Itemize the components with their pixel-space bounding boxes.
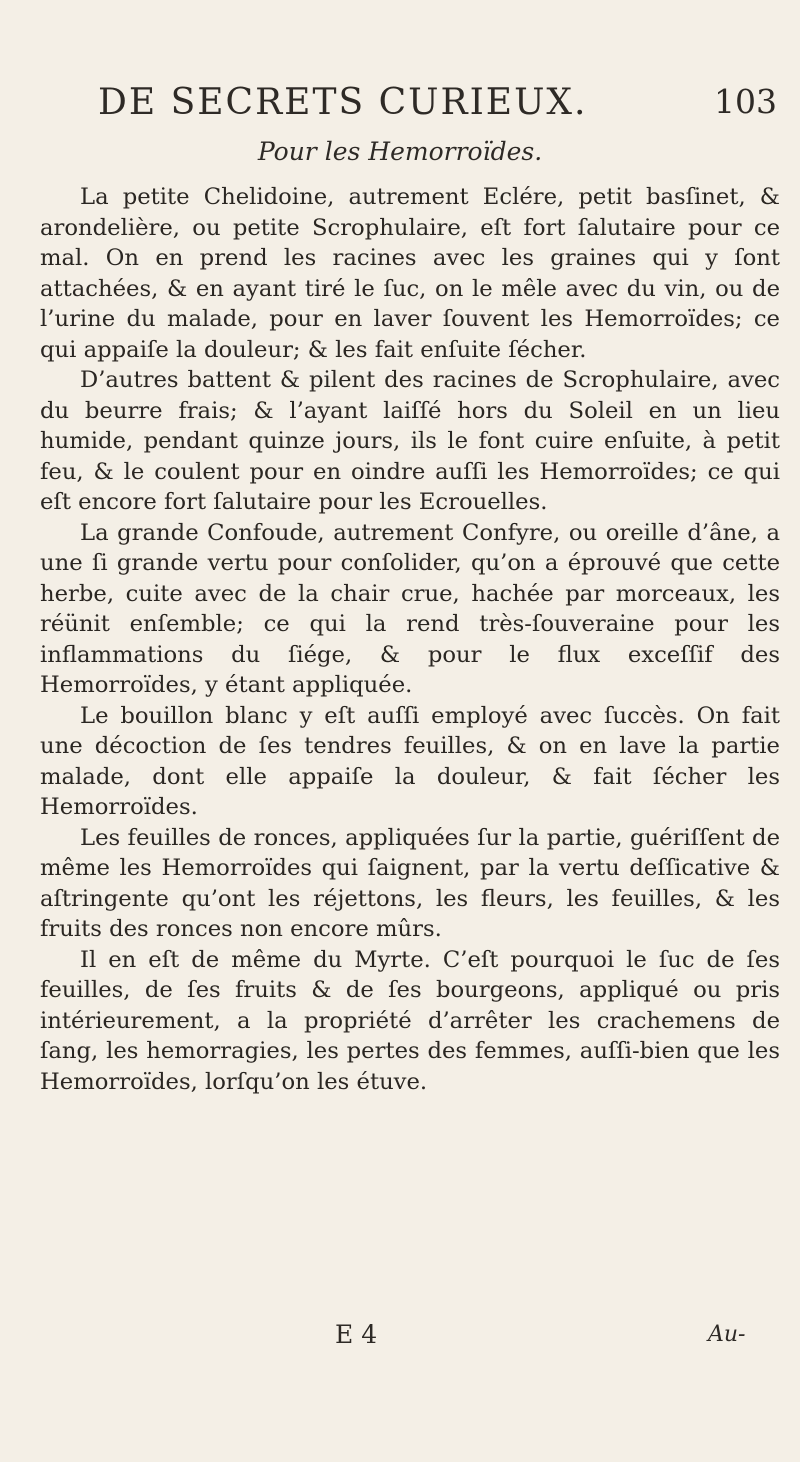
body-text [40,182,780,1097]
signature-mark: E 4 [335,1320,378,1349]
running-head: DE SECRETS CURIEUX. [98,82,588,123]
paragraph: La petite Chelidoine, autrement Eclére, petit basſinet, & arondelière, ou petite Scrophulaire, eſt fort ſalutaire pour ce mal. On en prend les racines avec les graines qui y ſont attachées, & en ayant tiré le ſuc, on le mêle avec du vin, ou de l’urine du malade, pour en laver ſouvent les Hemorroïdes; ce qui appaiſe la douleur; & les fait enſuite ſécher. [40,184,780,363]
paragraph: Le bouillon blanc y eſt auſſi employé avec ſuccès. On fait une décoction de ſes tendres feuilles, & on en lave la partie malade, dont elle appaiſe la douleur, & fait ſécher les Hemorroïdes. [40,702,780,820]
paragraph: Il en eſt de même du Myrte. C’eſt pourquoi le ſuc de ſes feuilles, de ſes fruits & de ſes bourgeons, appliqué ou pris intérieurement, a la propriété d’arrêter les crachemens de ſang, les hemorragies, les pertes des femmes, auſſi-bien que les Hemorroïdes, lorſqu’on les étuve. [40,946,780,1095]
page-header [0,82,800,132]
paragraph: La grande Confoude, autrement Confyre, ou oreille d’âne, a une ſi grande vertu pour conſolider, qu’on a éprouvé que cette herbe, cuite avec de la chair crue, hachée par morceaux, les réünit enſemble; ce qui la rend très-ſouveraine pour les inflammations du ſiége, & pour le flux exceſſif des Hemorroïdes, y étant appliquée. [40,519,780,698]
page-number: 103 [714,82,777,121]
section-title: Pour les Hemorroïdes. [257,137,543,166]
catchword: Au- [708,1322,746,1347]
paragraph: Les feuilles de ronces, appliquées ſur la partie, guériſſent de même les Hemorroïdes qui ſaignent, par la vertu deſſicative & aſtringente qu’ont les réjettons, les fleurs, les feuilles, & les fruits des ronces non encore mûrs. [40,824,780,942]
paragraph: D’autres battent & pilent des racines de Scrophulaire, avec du beurre frais; & l’ayant laiſſé hors du Soleil en un lieu humide, pendant quinze jours, ils le font cuire enſuite, à petit feu, & le coulent pour en oindre auſſi les Hemorroïdes; ce qui eſt encore fort ſalutaire pour les Ecrouelles. [40,367,780,515]
